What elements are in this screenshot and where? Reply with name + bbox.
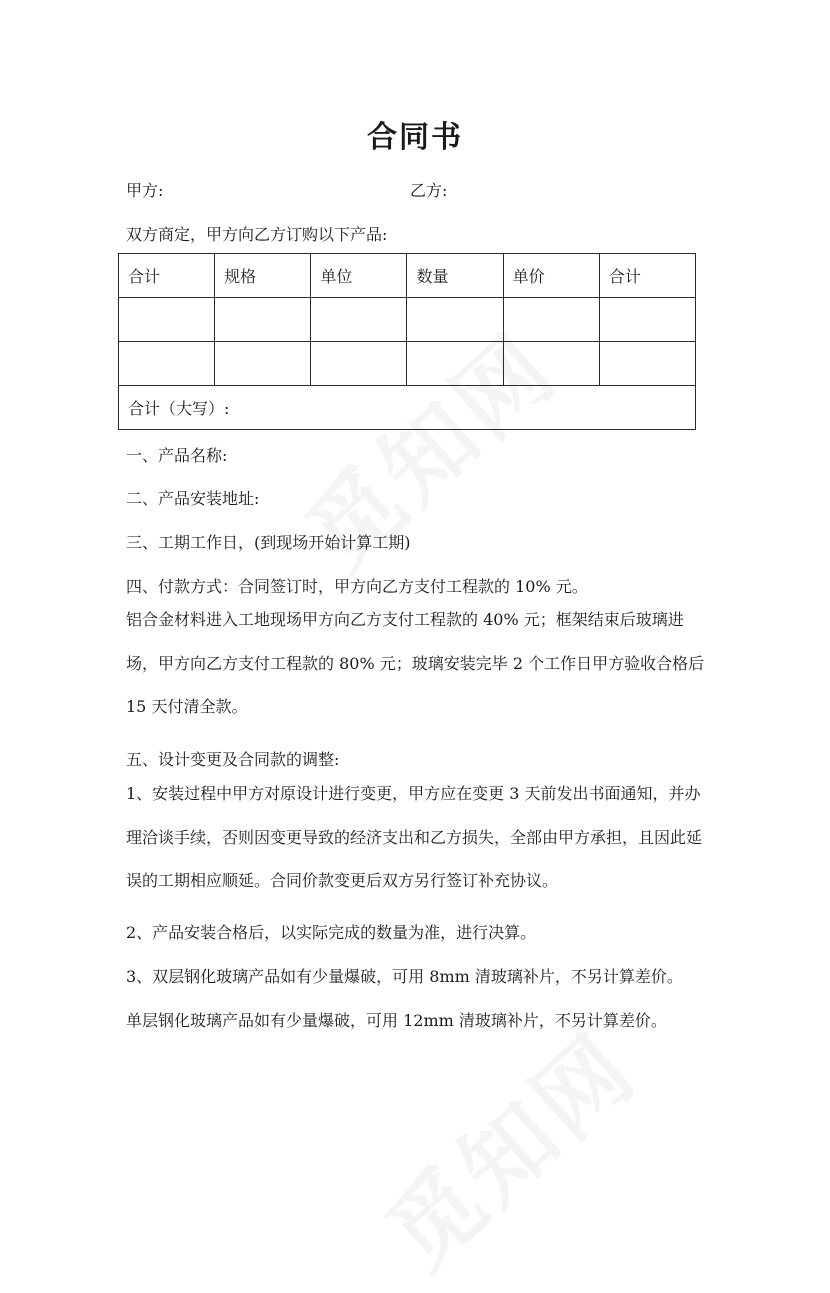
table-header-cell: 合计 xyxy=(119,254,215,298)
section-product-name: 一、产品名称: xyxy=(126,446,228,465)
table-total-row xyxy=(119,386,696,430)
table-cell xyxy=(599,342,695,386)
table-cell xyxy=(407,342,503,386)
table-cell xyxy=(215,342,311,386)
table-header-cell: 合计 xyxy=(599,254,695,298)
clause-1-paragraph: 1、安装过程中甲方对原设计进行变更，甲方应在变更 3 天前发出书面通知，并办理洽谈手续，否则因变更导致的经济支出和乙方损失，全部由甲方承担，且因此延误的工期相应顺延。合同价款变更后双方另行签订补充协议。 xyxy=(126,784,703,890)
table-cell xyxy=(215,298,311,342)
table-cell xyxy=(407,298,503,342)
table-cell xyxy=(311,342,407,386)
table-cell xyxy=(503,298,599,342)
section-install-address: 二、产品安装地址: xyxy=(126,489,260,508)
table-total-cell: 合计（大写）: xyxy=(119,386,696,430)
clause-2: 2、产品安装合格后，以实际完成的数量为准，进行决算。 xyxy=(126,923,537,942)
table-header-cell: 单位 xyxy=(311,254,407,298)
table-cell xyxy=(119,298,215,342)
table-header-cell: 规格 xyxy=(215,254,311,298)
section-payment: 四、付款方式：合同签订时，甲方向乙方支付工程款的 10% 元。 xyxy=(126,577,588,596)
table-row xyxy=(119,342,696,386)
clause-3b: 单层钢化玻璃产品如有少量爆破，可用 12mm 清玻璃补片，不另计算差价。 xyxy=(126,1011,667,1030)
party-a-label: 甲方: xyxy=(126,181,164,200)
party-b-label: 乙方: xyxy=(410,181,448,200)
table-cell xyxy=(503,342,599,386)
product-table xyxy=(118,253,696,430)
page-title: 合同书 xyxy=(367,120,463,155)
clause-3: 3、双层钢化玻璃产品如有少量爆破，可用 8mm 清玻璃补片，不另计算差价。 xyxy=(126,967,683,986)
section-change-title: 五、设计变更及合同款的调整: xyxy=(126,750,340,769)
intro-text: 双方商定，甲方向乙方订购以下产品: xyxy=(126,225,388,244)
table-header-row xyxy=(119,254,696,298)
section-work-days: 三、工期工作日，(到现场开始计算工期) xyxy=(126,533,411,552)
table-cell xyxy=(311,298,407,342)
table-header-cell: 单价 xyxy=(503,254,599,298)
payment-detail-paragraph: 铝合金材料进入工地现场甲方向乙方支付工程款的 40% 元；框架结束后玻璃进场，甲方向乙方支付工程款的 80% 元；玻璃安装完毕 2 个工作日甲方验收合格后 15 天付清全款。 xyxy=(126,610,705,716)
watermark xyxy=(354,999,661,1293)
table-row xyxy=(119,298,696,342)
table-header-cell: 数量 xyxy=(407,254,503,298)
table-cell xyxy=(599,298,695,342)
table-cell xyxy=(119,342,215,386)
